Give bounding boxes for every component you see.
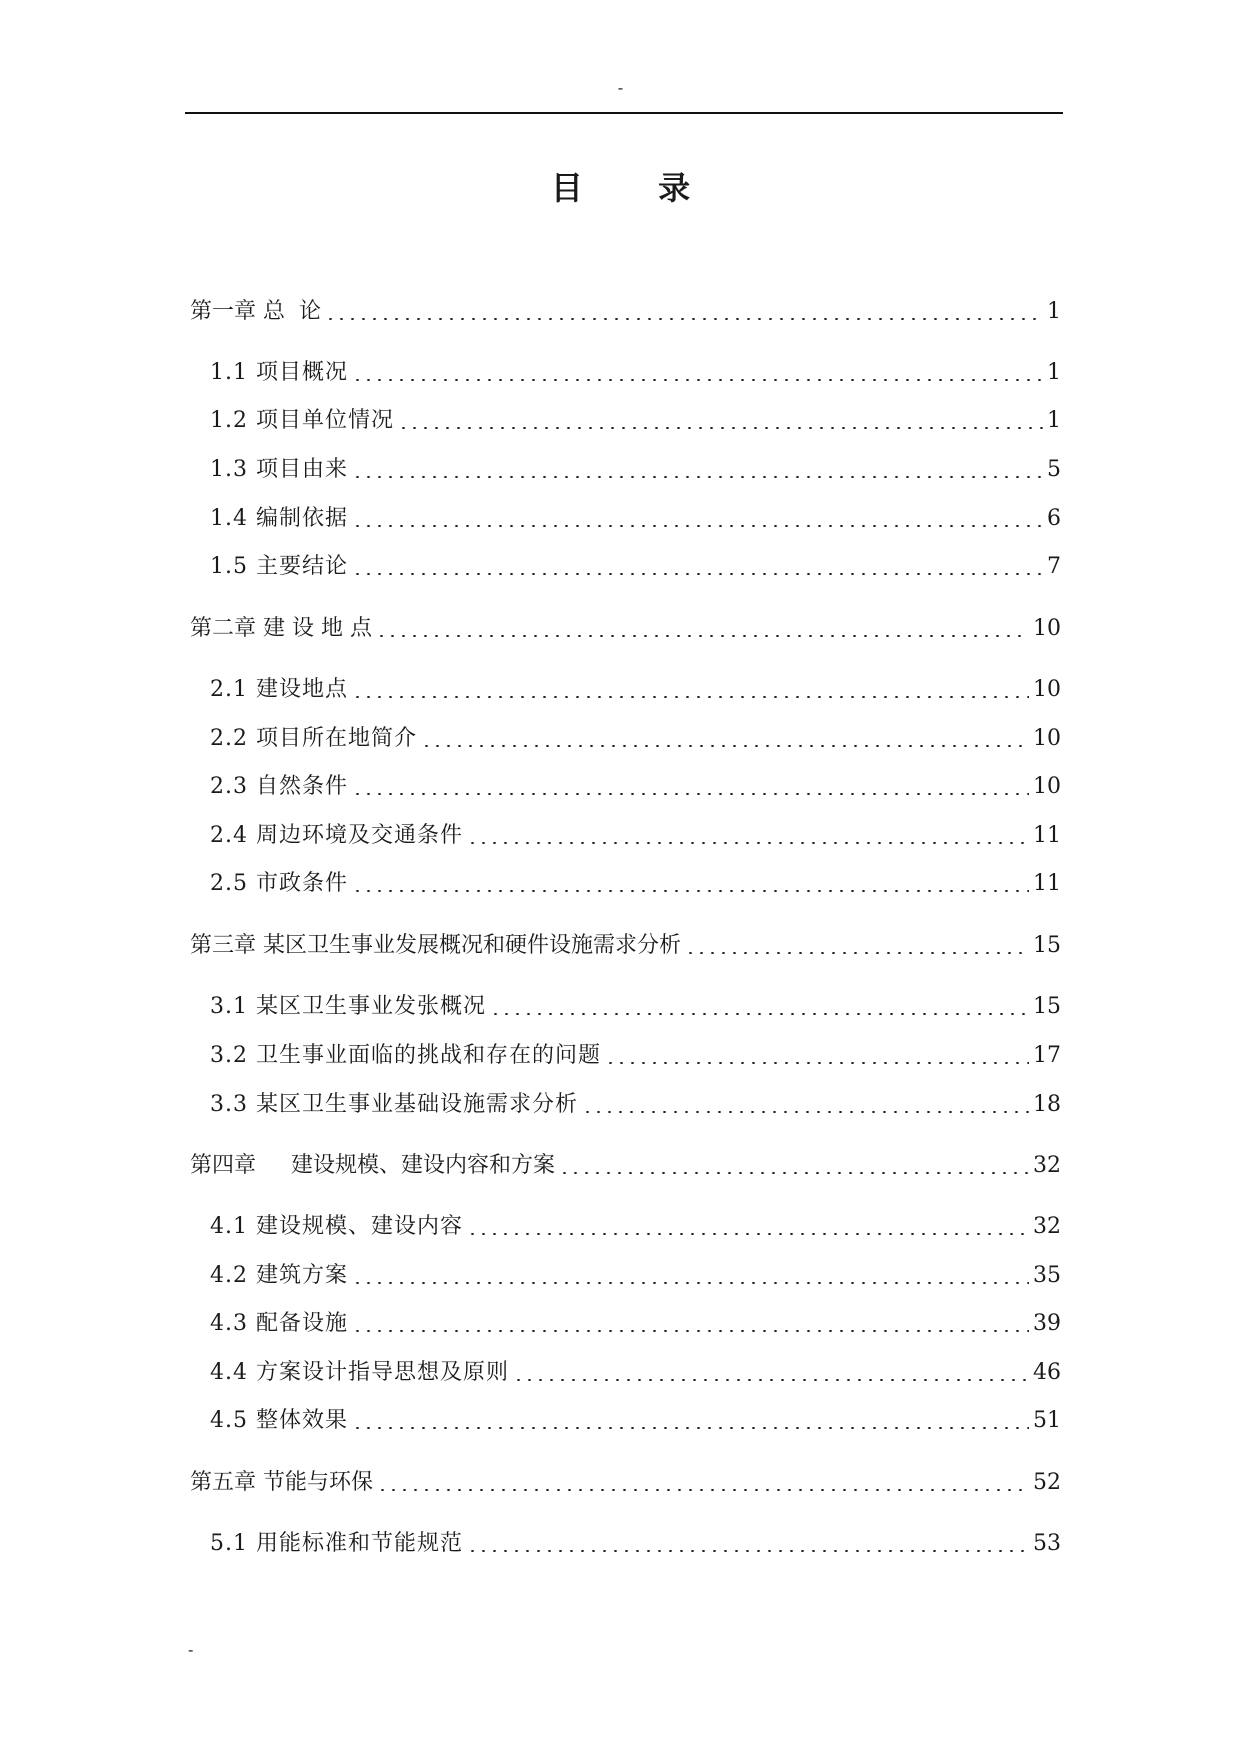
toc-label: 4.4 方案设计指导思想及原则 <box>210 1360 509 1385</box>
toc-leader <box>352 696 1029 698</box>
toc-section-1-5[interactable] <box>210 552 1061 582</box>
toc-label: 1.3 项目由来 <box>210 457 348 482</box>
toc-page-number: 6 <box>1047 506 1061 531</box>
toc-leader <box>582 1111 1029 1113</box>
toc-page-number: 52 <box>1033 1470 1061 1495</box>
toc-leader <box>398 427 1043 429</box>
toc-label: 4.1 建设规模、建设内容 <box>210 1214 463 1239</box>
toc-label: 1.5 主要结论 <box>210 554 348 579</box>
toc-section-5-1[interactable] <box>210 1529 1061 1559</box>
toc-leader <box>490 1013 1029 1015</box>
toc-leader <box>377 1489 1029 1491</box>
toc-section-1-2[interactable] <box>210 406 1061 436</box>
toc-page-number: 32 <box>1033 1153 1061 1178</box>
toc-section-3-3[interactable] <box>210 1090 1061 1120</box>
toc-page-number: 1 <box>1047 360 1061 385</box>
toc-chapter-1[interactable] <box>190 297 1061 327</box>
toc-label: 4.5 整体效果 <box>210 1408 348 1433</box>
toc-label: 2.1 建设地点 <box>210 677 348 702</box>
toc-leader <box>467 842 1029 844</box>
toc-section-4-1[interactable] <box>210 1212 1061 1242</box>
toc-label: 3.3 某区卫生事业基础设施需求分析 <box>210 1092 578 1117</box>
toc-page-number: 53 <box>1033 1531 1061 1556</box>
toc-leader <box>559 1172 1029 1174</box>
toc-page-number: 5 <box>1047 457 1061 482</box>
toc-page-number: 15 <box>1033 994 1061 1019</box>
toc-page-number: 39 <box>1033 1311 1061 1336</box>
toc-page-number: 15 <box>1033 933 1061 958</box>
toc-label: 3.2 卫生事业面临的挑战和存在的问题 <box>210 1043 601 1068</box>
toc-section-1-4[interactable] <box>210 504 1061 534</box>
toc-page-number: 11 <box>1033 871 1061 896</box>
toc-section-2-5[interactable] <box>210 869 1061 899</box>
header-rule <box>185 112 1063 114</box>
toc-section-2-2[interactable] <box>210 724 1061 754</box>
toc-leader <box>352 1330 1029 1332</box>
toc-page-number: 11 <box>1033 823 1061 848</box>
toc-leader <box>325 318 1043 320</box>
toc-label: 第五章 节能与环保 <box>190 1470 373 1495</box>
toc-label: 第一章 总 论 <box>190 299 321 324</box>
page-title: 目 录 <box>550 169 723 207</box>
toc-chapter-5[interactable] <box>190 1468 1061 1498</box>
toc-page-number: 7 <box>1047 554 1061 579</box>
toc-label: 4.2 建筑方案 <box>210 1263 348 1288</box>
toc-leader <box>352 573 1043 575</box>
toc-page-number: 17 <box>1033 1043 1061 1068</box>
toc-leader <box>352 890 1029 892</box>
footer-mark: - <box>188 1640 194 1659</box>
toc-label: 第二章 建 设 地 点 <box>190 616 372 641</box>
toc-label: 第三章 某区卫生事业发展概况和硬件设施需求分析 <box>190 933 681 958</box>
toc-leader <box>513 1379 1029 1381</box>
toc-page-number: 1 <box>1047 408 1061 433</box>
toc-label: 2.2 项目所在地简介 <box>210 726 417 751</box>
toc-label: 第四章 建设规模、建设内容和方案 <box>190 1153 555 1178</box>
toc-leader <box>352 525 1043 527</box>
toc-label: 4.3 配备设施 <box>210 1311 348 1336</box>
header-mark: - <box>617 78 624 97</box>
toc-section-4-2[interactable] <box>210 1261 1061 1291</box>
toc-page-number: 10 <box>1033 616 1061 641</box>
toc-label: 1.2 项目单位情况 <box>210 408 394 433</box>
toc-leader <box>376 635 1029 637</box>
toc-leader <box>352 476 1043 478</box>
toc-section-2-4[interactable] <box>210 821 1061 851</box>
toc-chapter-3[interactable] <box>190 931 1061 961</box>
toc-label: 3.1 某区卫生事业发张概况 <box>210 994 486 1019</box>
toc-section-4-5[interactable] <box>210 1406 1061 1436</box>
toc-page-number: 1 <box>1047 299 1061 324</box>
toc-leader <box>685 952 1029 954</box>
toc-leader <box>352 379 1043 381</box>
toc-label: 1.1 项目概况 <box>210 360 348 385</box>
toc-section-4-3[interactable] <box>210 1309 1061 1339</box>
toc-leader <box>421 745 1029 747</box>
toc-section-3-1[interactable] <box>210 992 1061 1022</box>
toc-chapter-2[interactable] <box>190 614 1061 644</box>
toc-section-3-2[interactable] <box>210 1041 1061 1071</box>
toc-section-4-4[interactable] <box>210 1358 1061 1388</box>
toc-page-number: 32 <box>1033 1214 1061 1239</box>
toc-section-1-3[interactable] <box>210 455 1061 485</box>
toc-leader <box>352 1427 1029 1429</box>
toc-label: 1.4 编制依据 <box>210 506 348 531</box>
toc-leader <box>467 1550 1029 1552</box>
toc-page-number: 51 <box>1033 1408 1061 1433</box>
toc-label: 5.1 用能标准和节能规范 <box>210 1531 463 1556</box>
toc-page-number: 10 <box>1033 726 1061 751</box>
toc-section-2-3[interactable] <box>210 772 1061 802</box>
toc-leader <box>352 1282 1029 1284</box>
toc-chapter-4[interactable] <box>190 1151 1061 1181</box>
toc-leader <box>352 793 1029 795</box>
toc-leader <box>605 1062 1029 1064</box>
toc-page-number: 10 <box>1033 774 1061 799</box>
toc-page-number: 46 <box>1033 1360 1061 1385</box>
toc-page-number: 35 <box>1033 1263 1061 1288</box>
toc-label: 2.5 市政条件 <box>210 871 348 896</box>
toc-page-number: 10 <box>1033 677 1061 702</box>
toc-leader <box>467 1233 1029 1235</box>
toc-section-1-1[interactable] <box>210 358 1061 388</box>
toc-page-number: 18 <box>1033 1092 1061 1117</box>
toc-section-2-1[interactable] <box>210 675 1061 705</box>
toc-label: 2.4 周边环境及交通条件 <box>210 823 463 848</box>
toc-label: 2.3 自然条件 <box>210 774 348 799</box>
